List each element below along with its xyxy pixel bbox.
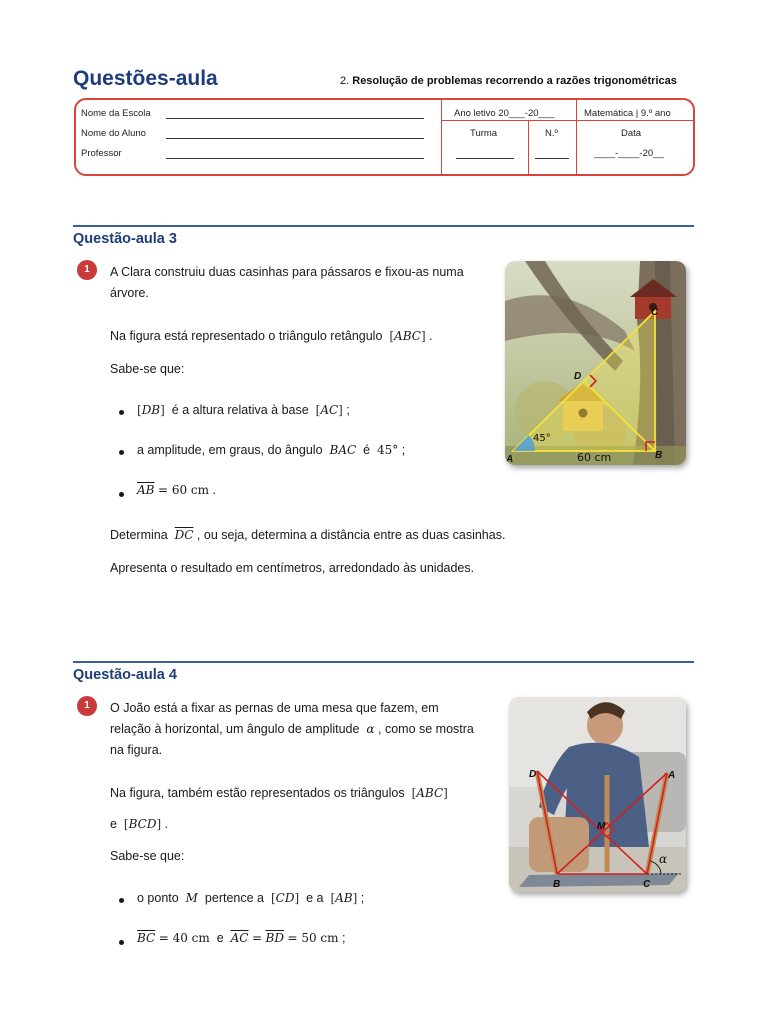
- q4-rule: [73, 661, 694, 663]
- q4-title: Questão-aula 4: [73, 667, 177, 683]
- q4-fig-alpha: α: [659, 852, 668, 866]
- q3-bullet-2: [119, 450, 124, 455]
- class-line[interactable]: [456, 158, 514, 159]
- q4-bullet-1-text: o ponto M pertence a [CD] e a [AB] ;: [137, 891, 365, 905]
- q4-figure: [509, 697, 686, 892]
- teacher-name-line[interactable]: [166, 158, 424, 159]
- q4-fig-label-m: M: [597, 821, 606, 832]
- q4-fig-label-d: D: [529, 769, 537, 780]
- q3-ab-value: = 60 cm: [157, 483, 210, 497]
- school-label: Nome da Escola: [81, 108, 151, 119]
- q4-bullet-2: [119, 940, 124, 945]
- subtitle-text: Resolução de problemas recorrendo a razões trigonométricas: [352, 75, 677, 87]
- q3-bullet-1: [119, 410, 124, 415]
- date-blank[interactable]: ____-____-20__: [594, 148, 664, 159]
- number-label: N.º: [545, 128, 558, 139]
- q4-and: e: [110, 817, 117, 831]
- q3-seg-ac: AC: [320, 403, 339, 417]
- q4-bd-value: = 50 cm: [287, 931, 339, 945]
- q4-bc-value: = 40 cm: [158, 931, 210, 945]
- q4-bullet-1: [119, 898, 124, 903]
- q4-tri-abc: ABC: [416, 786, 444, 800]
- q3-seg-db: DB: [141, 403, 161, 417]
- q3-bullet-3-text: $\overline{AB} = 60$ cm .: [137, 483, 216, 497]
- q3-b2-text: a amplitude, em graus, do ângulo: [137, 443, 323, 457]
- teacher-label: Professor: [81, 148, 122, 159]
- subject: Matemática | 9.º ano: [584, 108, 671, 119]
- info-divider-3: [528, 120, 529, 174]
- q3-figure: [505, 261, 686, 465]
- info-row-divider: [441, 120, 693, 121]
- page-title: Questões-aula: [73, 67, 218, 90]
- q3-fig-label-d: D: [574, 371, 582, 382]
- q4-intro: [110, 698, 480, 761]
- student-label: Nome do Aluno: [81, 128, 146, 139]
- q3-result: Apresenta o resultado em centímetros, arredondado às unidades.: [110, 561, 475, 575]
- q4-seg-cd: CD: [275, 891, 295, 905]
- q4-b1-b: pertence a: [204, 891, 264, 905]
- q4-figure-svg: [509, 697, 686, 892]
- q4-b1-c: e a: [306, 891, 324, 905]
- q3-title: Questão-aula 3: [73, 231, 177, 247]
- q3-seg-ab: $\overline{AB}$: [137, 483, 155, 497]
- date-label: Data: [621, 128, 642, 139]
- q3-determine: [110, 525, 505, 546]
- q4-bullet-2-text: $\overline{BC} = 40$ cm e $\overline{AC} = \overline{BD} = 50$ cm ;: [137, 931, 346, 945]
- q4-fig-label-c: C: [643, 879, 651, 890]
- page-subtitle: [340, 75, 677, 87]
- q3-seg-dc: $\overline{DC}$: [174, 528, 194, 542]
- q3-fig-label-a: A: [506, 454, 514, 465]
- school-name-line[interactable]: [166, 118, 424, 119]
- q3-item-badge: 1: [77, 260, 97, 280]
- q3-bullet-2-text: a amplitude, em graus, do ângulo BAC é 45° ;: [137, 443, 406, 457]
- q4-fig-label-a: A: [668, 770, 676, 781]
- q3-known: Sabe-se que:: [110, 362, 185, 376]
- q3-fig-angle: 45°: [533, 433, 551, 444]
- q4-intro-1: O João está a fixar as pernas de uma mesa que fazem, em relação à horizontal, um ângulo de amplitude: [110, 701, 439, 736]
- q4-triangles-line-2: e [BCD] .: [110, 817, 169, 831]
- q3-intro: A Clara construiu duas casinhas para pássaros e fixou-as numa árvore.: [110, 265, 464, 300]
- q4-item-badge: 1: [77, 696, 97, 716]
- q4-tri-bcd: BCD: [128, 817, 157, 831]
- q4-known: Sabe-se que:: [110, 849, 185, 863]
- q3-b1-text: é a altura relativa à base: [171, 403, 309, 417]
- info-divider-4: [576, 120, 577, 174]
- q3-angle-bac: BAC: [329, 443, 357, 457]
- q3-determine-rest: , ou seja, determina a distância entre as duas casinhas.: [196, 528, 506, 542]
- q4-seg-bc: $\overline{BC}$: [137, 931, 156, 945]
- q4-triangles-text: Na figura, também estão representados os triângulos: [110, 786, 405, 800]
- q3-fig-label-b: B: [655, 450, 663, 461]
- class-label: Turma: [470, 128, 498, 139]
- q3-triangle-text: Na figura está representado o triângulo retângulo: [110, 329, 383, 343]
- q4-b2-and: e: [216, 931, 224, 945]
- q3-figure-svg: [505, 261, 686, 465]
- school-year: Ano letivo 20___-20___: [454, 108, 555, 119]
- info-divider-1: [441, 100, 442, 174]
- q3-fig-label-c: C: [651, 307, 659, 318]
- number-line[interactable]: [535, 158, 569, 159]
- q3-bullet-3: [119, 492, 124, 497]
- info-divider-2: [576, 100, 577, 120]
- q4-seg-ac: $\overline{AC}$: [230, 931, 249, 945]
- subtitle-number: 2.: [340, 75, 350, 87]
- q3-determine-word: Determina: [110, 528, 168, 542]
- q4-point-m: M: [185, 891, 198, 905]
- q4-b1-a: o ponto: [137, 891, 179, 905]
- q3-triangle-line: Na figura está representado o triângulo retângulo [ABC] .: [110, 329, 433, 343]
- q3-bullet-1-text: [DB] é a altura relativa à base [AC] ;: [137, 403, 350, 417]
- q3-rule: [73, 225, 694, 227]
- q3-triangle-abc: ABC: [394, 329, 421, 343]
- q4-seg-ab: AB: [335, 891, 353, 905]
- q3-fig-base: 60 cm: [577, 451, 612, 464]
- q4-alpha: α: [366, 722, 375, 736]
- q4-triangles-line: Na figura, também estão representados os triângulos [ABC]: [110, 786, 448, 800]
- q3-angle-value: 45°: [377, 443, 399, 457]
- q4-intro-2: , como se mostra na figura.: [110, 722, 474, 757]
- student-name-line[interactable]: [166, 138, 424, 139]
- student-info-box: [74, 98, 695, 176]
- q4-fig-label-b: B: [553, 879, 561, 890]
- q3-b2-is: é: [363, 443, 371, 457]
- q4-seg-bd: $\overline{BD}$: [265, 931, 284, 945]
